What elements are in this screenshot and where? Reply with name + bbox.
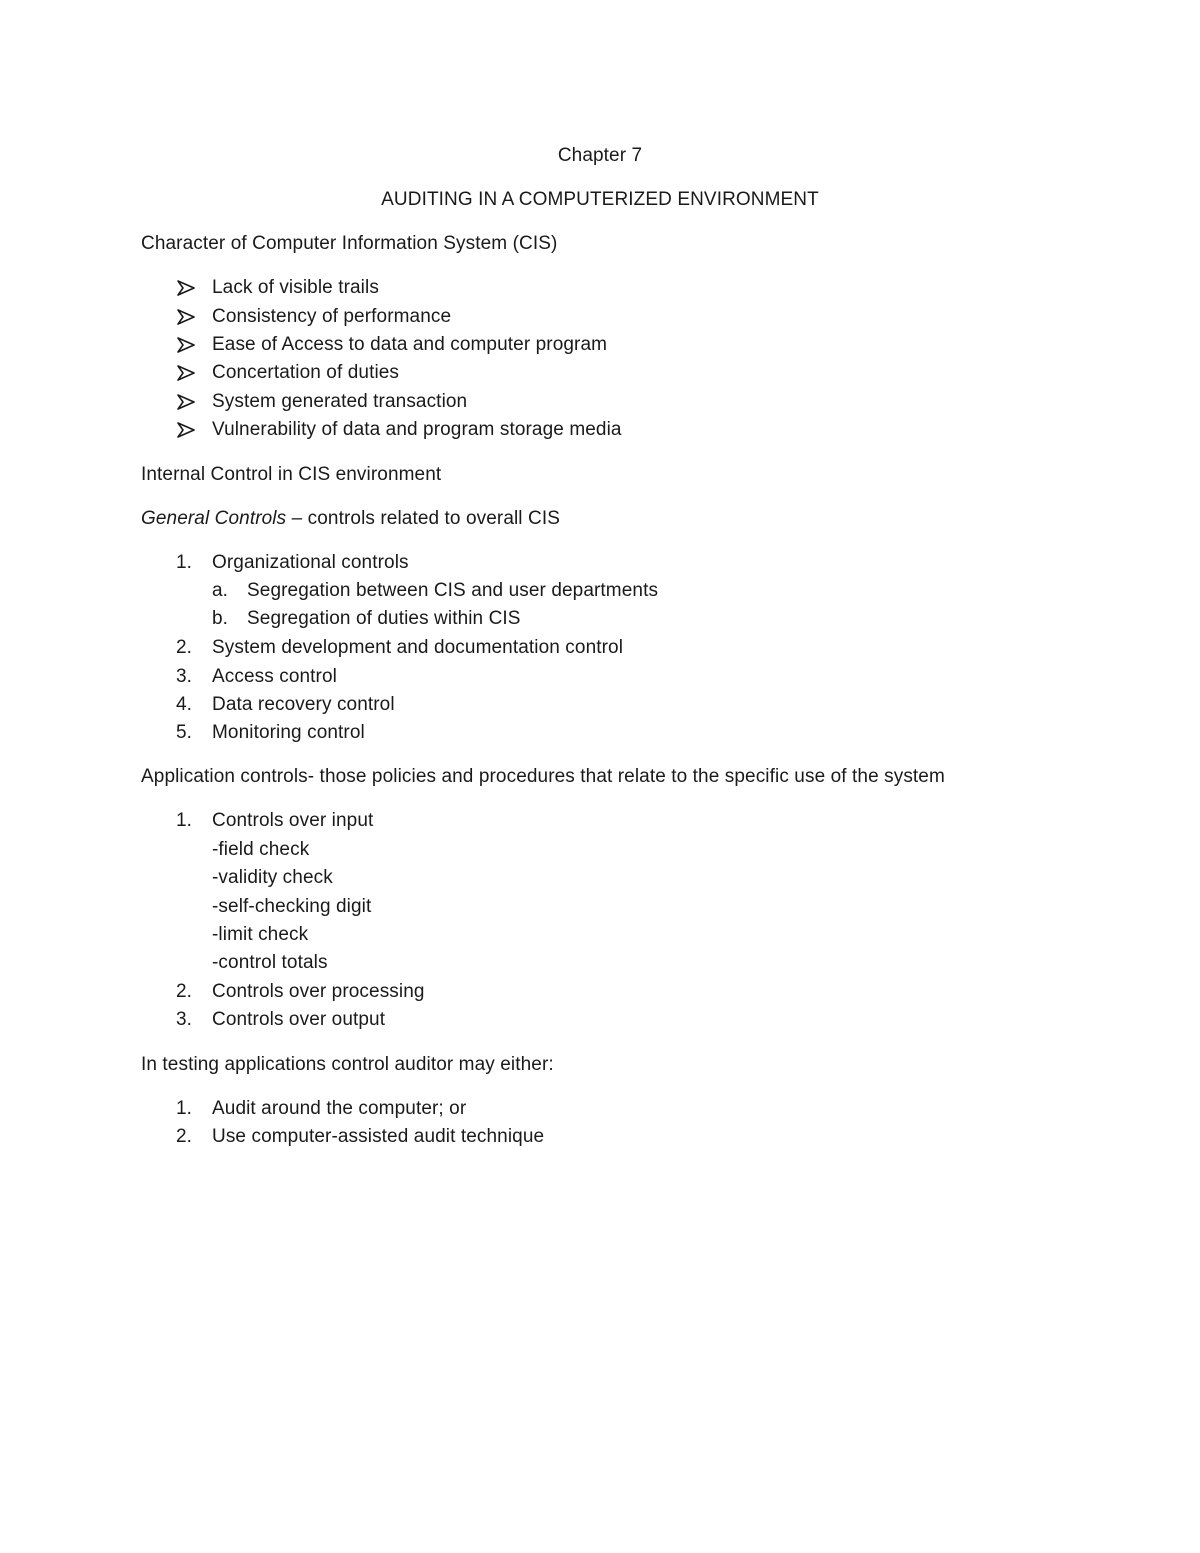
list-item: Data recovery control	[212, 694, 395, 715]
list-item: Segregation between CIS and user departments	[247, 580, 659, 601]
sub-item: -self-checking digit	[212, 896, 372, 917]
arrow-bullet-icon	[177, 390, 195, 414]
list-item: Audit around the computer; or	[212, 1098, 467, 1119]
general-controls-definition: – controls related to overall CIS	[286, 508, 560, 529]
sub-item: -validity check	[212, 867, 333, 888]
list-marker: a.	[212, 580, 228, 601]
list-item: System development and documentation control	[212, 637, 624, 658]
list-item: Segregation of duties within CIS	[247, 608, 521, 629]
section-heading-general-controls	[141, 507, 560, 531]
list-marker: 3.	[176, 1009, 192, 1030]
section-heading-testing: In testing applications control auditor may either:	[141, 1054, 554, 1075]
arrow-bullet-icon	[177, 276, 195, 300]
list-item: Access control	[212, 666, 337, 687]
list-marker: 4.	[176, 694, 192, 715]
arrow-bullet-icon	[177, 361, 195, 385]
list-marker: 1.	[176, 1098, 192, 1119]
sub-item: -control totals	[212, 952, 328, 973]
list-item: Concertation of duties	[212, 362, 400, 383]
list-item: Lack of visible trails	[212, 277, 379, 298]
list-marker: 5.	[176, 722, 192, 743]
list-marker: 1.	[176, 810, 192, 831]
section-heading-internal-control: Internal Control in CIS environment	[141, 464, 442, 485]
sub-item: -field check	[212, 839, 310, 860]
list-marker: 1.	[176, 552, 192, 573]
list-item: Controls over processing	[212, 981, 425, 1002]
section-heading-application-controls: Application controls- those policies and procedures that relate to the specific use of the system	[141, 766, 945, 787]
list-item: Controls over input	[212, 810, 374, 831]
arrow-bullet-icon	[177, 333, 195, 357]
sub-item: -limit check	[212, 924, 309, 945]
chapter-label: Chapter 7	[557, 145, 643, 166]
arrow-bullet-icon	[177, 305, 195, 329]
arrow-bullet-icon	[177, 418, 195, 442]
list-item: Vulnerability of data and program storage media	[212, 419, 622, 440]
list-item: Ease of Access to data and computer program	[212, 334, 608, 355]
list-item: Consistency of performance	[212, 306, 452, 327]
list-item: Monitoring control	[212, 722, 365, 743]
list-item: Organizational controls	[212, 552, 409, 573]
list-marker: b.	[212, 608, 228, 629]
section-heading-cis-character: Character of Computer Information System (CIS)	[141, 233, 558, 254]
list-marker: 2.	[176, 637, 192, 658]
list-item: Controls over output	[212, 1009, 386, 1030]
list-marker: 3.	[176, 666, 192, 687]
document-title: AUDITING IN A COMPUTERIZED ENVIRONMENT	[381, 189, 819, 210]
list-item: Use computer-assisted audit technique	[212, 1126, 545, 1147]
list-marker: 2.	[176, 1126, 192, 1147]
general-controls-term: General Controls	[141, 508, 287, 529]
list-marker: 2.	[176, 981, 192, 1002]
list-item: System generated transaction	[212, 391, 468, 412]
